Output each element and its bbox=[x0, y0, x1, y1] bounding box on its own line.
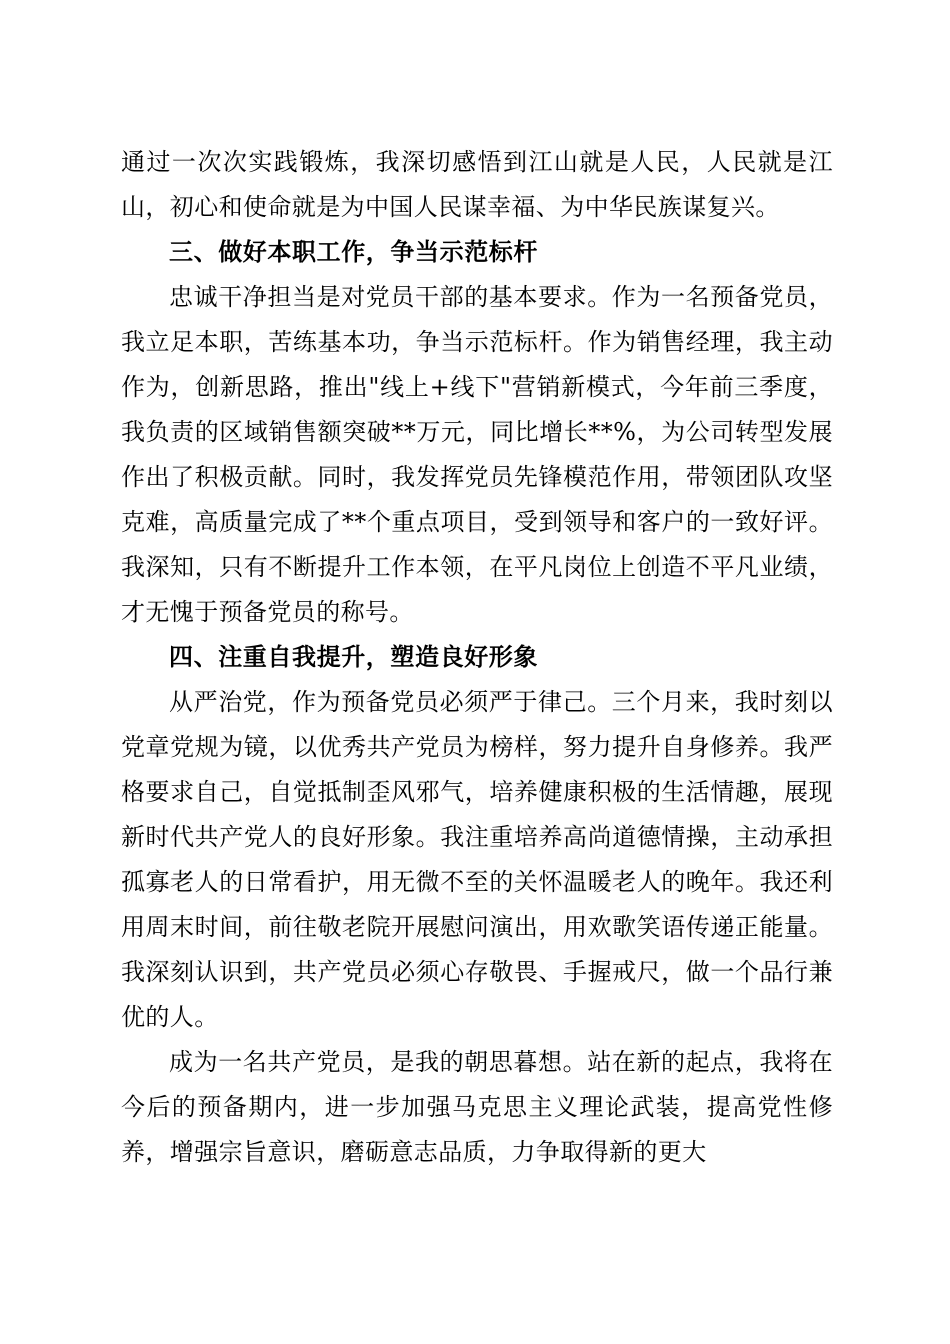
section-heading-3: 三、做好本职工作，争当示范标杆 bbox=[169, 238, 538, 266]
document-body bbox=[121, 140, 833, 1175]
paragraph-closing: 成为一名共产党员，是我的朝思暮想。站在新的起点，我将在今后的预备期内，进一步加强马克思主义理论武装，提高党性修养，增强宗旨意识，磨砺意志品质，力争取得新的更大 bbox=[121, 1048, 833, 1166]
paragraph-continued: 通过一次次实践锻炼，我深切感悟到江山就是人民，人民就是江山，初心和使命就是为中国人民谋幸福、为中华民族谋复兴。 bbox=[121, 148, 833, 221]
paragraph-section-3: 忠诚干净担当是对党员干部的基本要求。作为一名预备党员，我立足本职，苦练基本功，争当示范标杆。作为销售经理，我主动作为，创新思路，推出"线上+线下"营销新模式，今年前三季度，我负责的区域销售额突破**万元，同比增长**%，为公司转型发展作出了积极贡献。同时，我发挥党员先锋模范作用，带领团队攻坚克难，高质量完成了**个重点项目，受到领导和客户的一致好评。我深知，只有不断提升工作本领，在平凡岗位上创造不平凡业绩，才无愧于预备党员的称号。 bbox=[121, 283, 833, 626]
section-heading-4: 四、注重自我提升，塑造良好形象 bbox=[169, 643, 538, 671]
paragraph-section-4: 从严治党，作为预备党员必须严于律己。三个月来，我时刻以党章党规为镜，以优秀共产党员为榜样，努力提升自身修养。我严格要求自己，自觉抵制歪风邪气，培养健康积极的生活情趣，展现新时代共产党人的良好形象。我注重培养高尚道德情操，主动承担孤寡老人的日常看护，用无微不至的关怀温暖老人的晚年。我还利用周末时间，前往敬老院开展慰问演出，用欢歌笑语传递正能量。我深刻认识到，共产党员必须心存敬畏、手握戒尺，做一个品行兼优的人。 bbox=[121, 688, 833, 1031]
